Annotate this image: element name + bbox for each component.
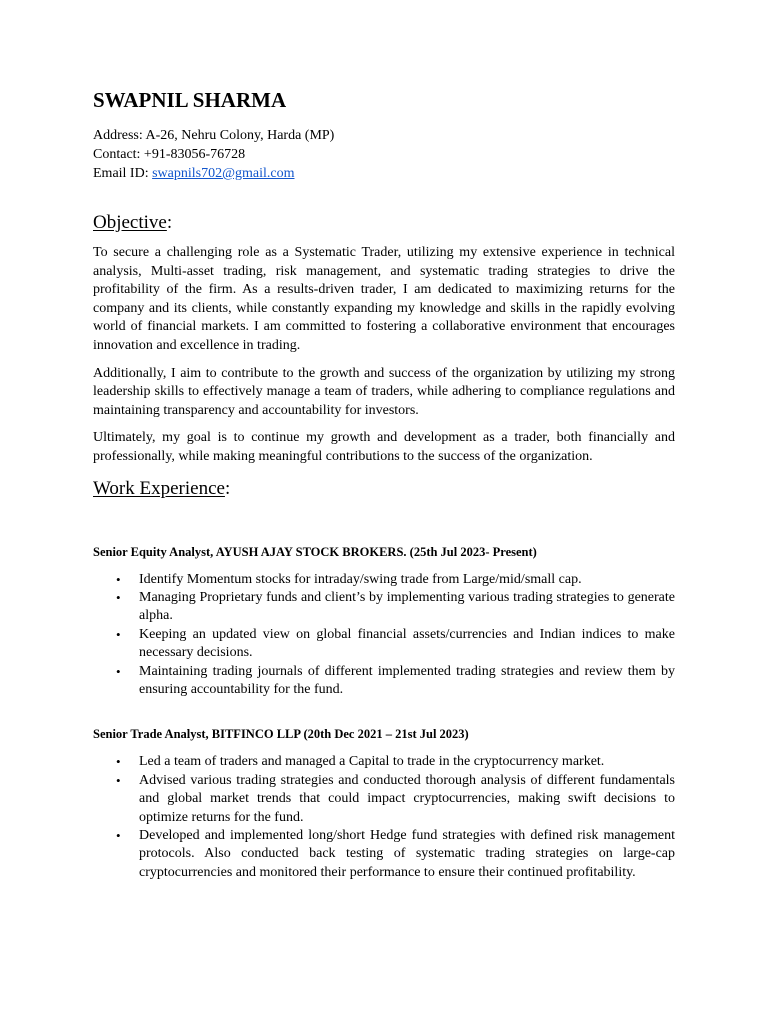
job-2-duties	[93, 753, 675, 882]
work-experience-heading-text: Work Experience	[93, 477, 225, 499]
duty-text: Led a team of traders and managed a Capital to trade in the cryptocurrency market.	[139, 754, 605, 770]
objective-heading	[93, 210, 675, 236]
objective-paragraph-1: To secure a challenging role as a Systematic Trader, utilizing my extensive experience in technical analysis, Multi-asset trading, risk management, and systematic trading strategies to drive the profitability of the firm. As a results-driven trader, I am dedicated to maximizing returns for the company and its clients, while constantly expanding my knowledge and skills in the rapidly evolving world of financial markets. I am committed to fostering a collaborative environment that encourages innovation and excellence in trading.	[93, 245, 675, 353]
duty-text: Developed and implemented long/short Hedge fund strategies with defined risk management protocols. Also conducted back testing of systematic trading strategies on large-cap cryptocurrencies and monitored their performance to ensure their continued profitability.	[139, 828, 675, 880]
list-item	[116, 626, 675, 663]
bullet-icon: •	[116, 663, 121, 679]
objective-paragraph-3: Ultimately, my goal is to continue my growth and development as a trader, both financially and professionally, while making meaningful contributions to the success of the organization.	[93, 430, 675, 464]
list-item	[116, 827, 675, 882]
duty-text: Managing Proprietary funds and client’s by implementing various trading strategies to generate alpha.	[139, 589, 675, 624]
bullet-icon: •	[116, 589, 121, 605]
duty-text: Keeping an updated view on global financial assets/currencies and Indian indices to make necessary decisions.	[139, 626, 675, 661]
bullet-icon: •	[116, 772, 121, 788]
job-title-2: Senior Trade Analyst, BITFINCO LLP (20th Dec 2021 – 21st Jul 2023)	[93, 727, 469, 742]
list-item	[116, 772, 675, 827]
job-title-1: Senior Equity Analyst, AYUSH AJAY STOCK BROKERS. (25th Jul 2023- Present)	[93, 544, 537, 559]
bullet-icon: •	[116, 828, 121, 843]
work-experience-heading	[93, 476, 675, 502]
duty-text: Advised various trading strategies and conducted thorough analysis of different fundamentals and global market trends that could impact cryptocurrencies, making swift decisions to optimize returns for the fund.	[139, 772, 675, 825]
objective-paragraph-2: Additionally, I aim to contribute to the growth and success of the organization by utilizing my strong leadership skills to effectively manage a team of traders, while adhering to compliance regulations and maintaining transparency and accountability for investors.	[93, 365, 675, 418]
email-label: Email ID:	[93, 166, 153, 181]
email-link[interactable]: swapnils702@gmail.com	[152, 166, 295, 181]
bullet-icon: •	[116, 754, 121, 770]
objective-heading-text: Objective	[93, 212, 167, 233]
list-item	[116, 589, 675, 626]
candidate-name: SWAPNIL SHARMA	[93, 88, 287, 112]
duty-text: Identify Momentum stocks for intraday/swing trade from Large/mid/small cap.	[139, 571, 582, 587]
work-experience-heading-colon: :	[224, 477, 231, 499]
bullet-icon: •	[116, 571, 121, 587]
bullet-icon: •	[116, 626, 121, 642]
email-line	[93, 164, 675, 183]
list-item	[116, 663, 675, 700]
job-1-duties	[93, 571, 675, 700]
duty-text: Maintaining trading journals of different implemented trading strategies and review them by ensuring accountability for the fund.	[139, 663, 675, 697]
contact-line: Contact: +91-83056-76728	[93, 147, 246, 162]
objective-heading-colon: :	[166, 212, 173, 233]
list-item	[116, 753, 675, 771]
list-item	[116, 571, 675, 589]
address-line: Address: A-26, Nehru Colony, Harda (MP)	[93, 128, 335, 143]
resume-page	[93, 86, 675, 882]
